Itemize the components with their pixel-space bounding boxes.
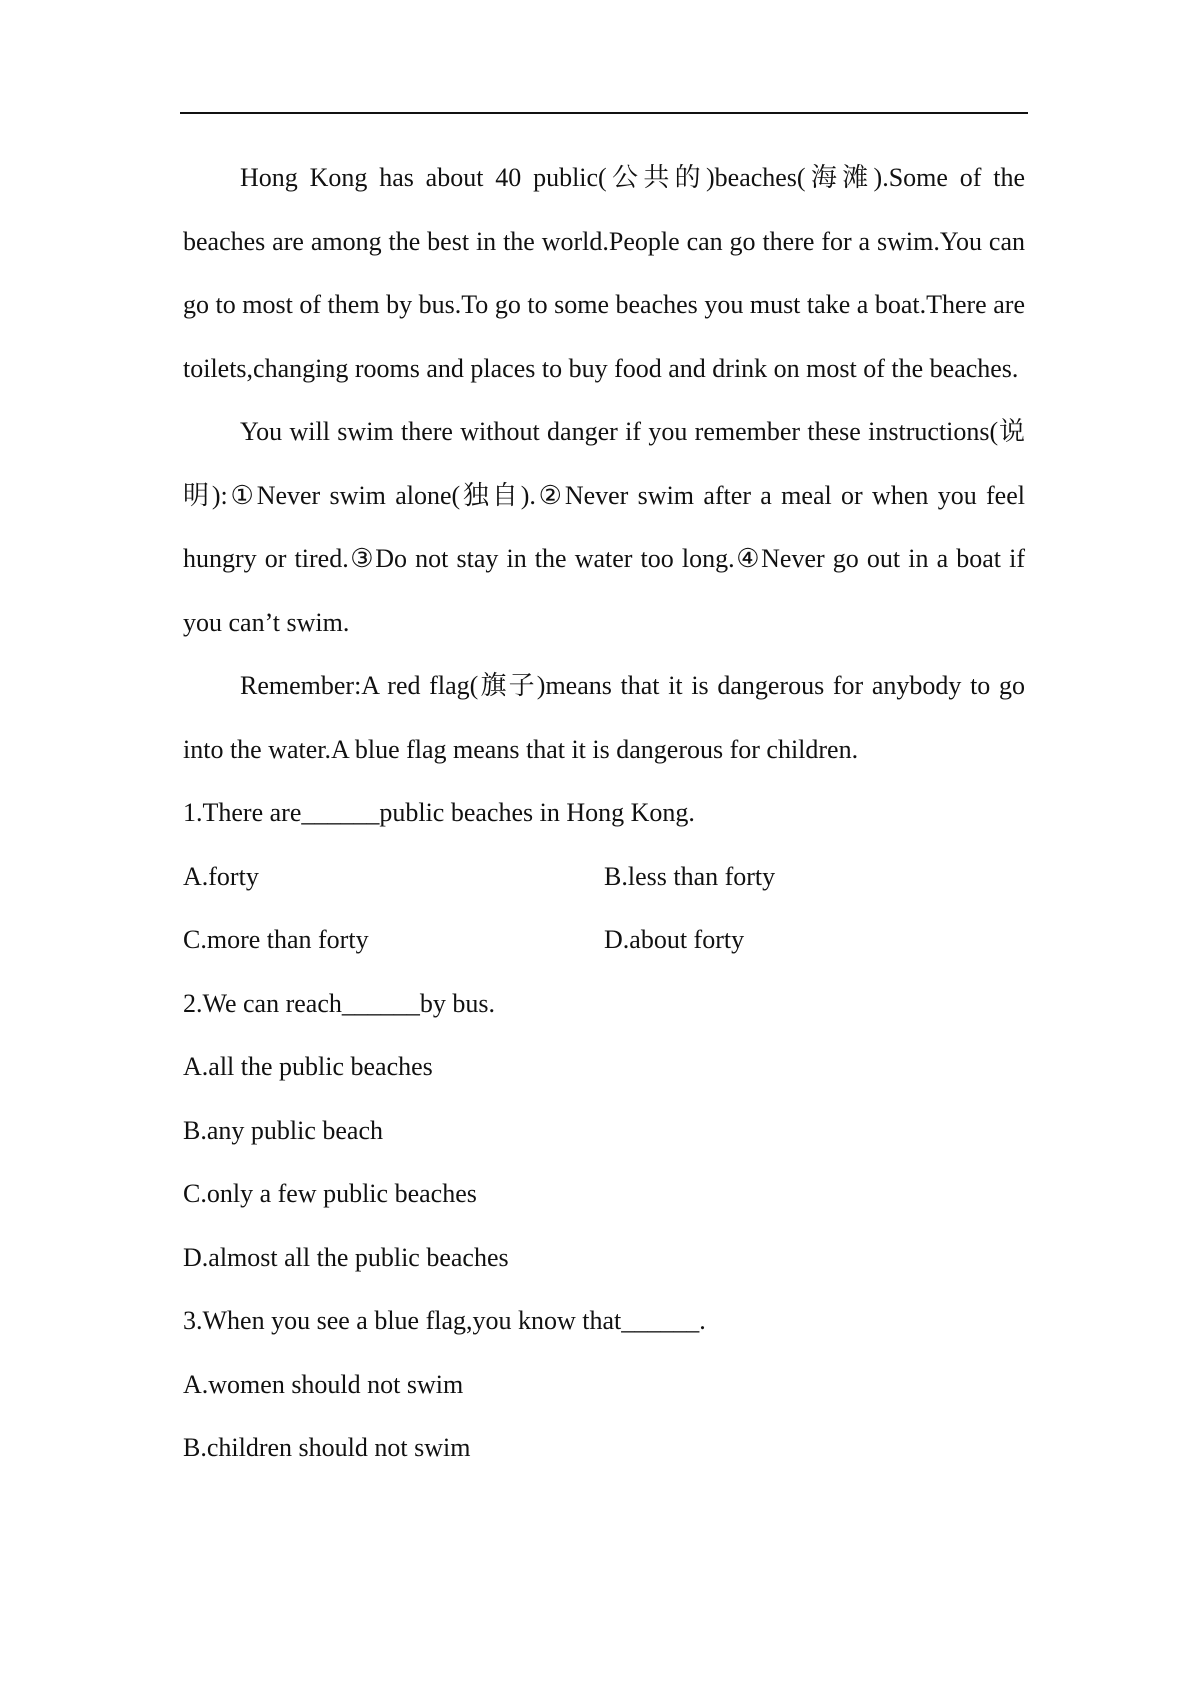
question-2-option-c: C.only a few public beaches (183, 1179, 477, 1208)
question-2 (183, 972, 1025, 1290)
passage-paragraph-1: Hong Kong has about 40 public(公共的)beaches(海滩).Some of the beaches are among the best in the world.People can go there for a swim.You can go to most of them by bus.To go to some beaches you must take a boat.There are toilets,changing rooms and places to buy food and drink on most of the beaches. (183, 163, 1025, 383)
passage-paragraph-2: You will swim there without danger if you remember these instructions(说明):①Never swim alone(独自).②Never swim after a meal or when you feel hungry or tired.③Do not stay in the water too long.④Never go out in a boat if you can’t swim. (183, 417, 1025, 637)
question-3-stem: 3.When you see a blue flag,you know that______. (183, 1306, 706, 1335)
question-1-option-c: C.more than forty (183, 925, 369, 954)
passage-paragraph-3: Remember:A red flag(旗子)means that it is dangerous for anybody to go into the water.A blue flag means that it is dangerous for children. (183, 671, 1025, 764)
question-1 (183, 781, 1025, 972)
question-2-option-a: A.all the public beaches (183, 1052, 433, 1081)
question-3-option-a: A.women should not swim (183, 1369, 464, 1399)
header-rule (180, 112, 1028, 114)
question-1-options-row-1 (183, 845, 1025, 909)
question-3-option-b: B.children should not swim (183, 1433, 471, 1462)
document-content (183, 146, 1025, 1480)
question-2-stem: 2.We can reach______by bus. (183, 988, 495, 1018)
question-3 (183, 1289, 1025, 1480)
question-1-option-b: B.less than forty (604, 861, 776, 891)
question-1-option-d: D.about forty (604, 925, 745, 954)
question-1-option-a: A.forty (183, 861, 259, 891)
question-1-options-row-2 (183, 908, 1025, 972)
question-1-stem: 1.There are______public beaches in Hong Kong. (183, 798, 695, 827)
question-2-option-d: D.almost all the public beaches (183, 1242, 509, 1272)
question-2-option-b: B.any public beach (183, 1115, 383, 1145)
